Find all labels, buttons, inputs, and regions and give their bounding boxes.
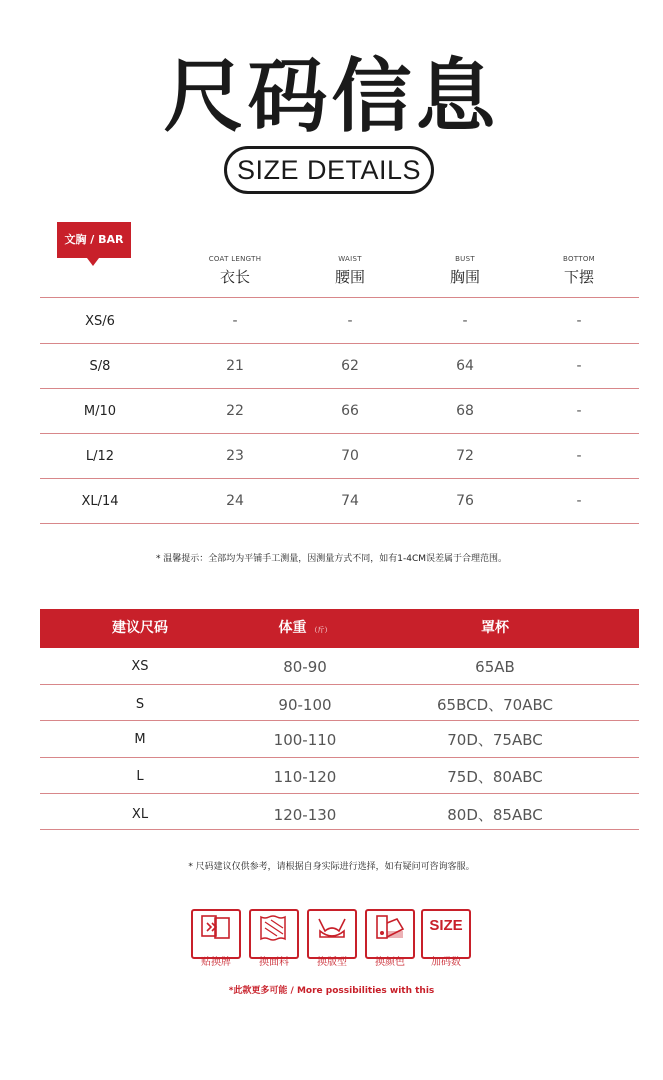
header-bust bbox=[410, 255, 520, 287]
size-cell: XS/6 bbox=[85, 314, 115, 329]
header-en: COAT LENGTH bbox=[208, 255, 262, 263]
size-cell: M bbox=[134, 732, 146, 747]
divider bbox=[40, 297, 639, 298]
table-row bbox=[40, 648, 639, 686]
divider bbox=[40, 829, 639, 830]
weight-cell: 80-90 bbox=[283, 658, 327, 676]
cup-cell: 75D、80ABC bbox=[447, 768, 543, 786]
icon-label: 换面料 bbox=[259, 957, 289, 968]
size-icon-text: SIZE bbox=[429, 917, 463, 934]
header-en: WAIST bbox=[338, 255, 362, 263]
weight-cell: 110-120 bbox=[273, 768, 337, 786]
cup-cell: 65AB bbox=[475, 658, 515, 676]
table-row bbox=[40, 389, 639, 434]
table-row bbox=[40, 479, 639, 524]
cup-cell: 80D、85ABC bbox=[447, 806, 543, 824]
coat-length-cell: 24 bbox=[226, 493, 244, 509]
size-cell: XS bbox=[131, 659, 149, 674]
page-title: 尺码信息 bbox=[163, 50, 500, 143]
size-cell: M/10 bbox=[83, 404, 117, 419]
table-row bbox=[40, 721, 639, 759]
coat-length-cell: 23 bbox=[226, 448, 244, 464]
bottom-cell: - bbox=[576, 403, 582, 419]
weight-cell: 120-130 bbox=[273, 806, 337, 824]
header-cn: 胸围 bbox=[449, 268, 480, 286]
bottom-cell: - bbox=[576, 313, 582, 329]
header-coat-length bbox=[180, 255, 290, 287]
header-cn: 腰围 bbox=[334, 268, 365, 286]
bust-cell: 76 bbox=[456, 493, 474, 509]
bra-style-icon bbox=[307, 909, 357, 959]
fabric-icon bbox=[249, 909, 299, 959]
waist-cell: 66 bbox=[341, 403, 359, 419]
icon-label: 换版型 bbox=[317, 957, 347, 968]
icon-label: 换颜色 bbox=[375, 957, 405, 968]
color-swatch-icon bbox=[365, 909, 415, 959]
coat-length-cell: 21 bbox=[226, 358, 244, 374]
waist-cell: 74 bbox=[341, 493, 359, 509]
waist-cell: 70 bbox=[341, 448, 359, 464]
measurement-note: * 温馨提示：全部均为平铺手工测量，因测量方式不同，如有1-4CM误差属于合理范围。 bbox=[155, 554, 508, 564]
icon-label: 贴换牌 bbox=[201, 957, 231, 968]
swap-tag-icon bbox=[191, 909, 241, 959]
header-weight-unit: （斤） bbox=[310, 626, 332, 634]
header-cup: 罩杯 bbox=[481, 620, 509, 636]
table-row bbox=[40, 758, 639, 796]
header-cn: 下摆 bbox=[563, 268, 594, 286]
header-cn: 衣长 bbox=[219, 268, 250, 286]
size-cell: XL/14 bbox=[81, 494, 119, 509]
waist-cell: - bbox=[347, 313, 353, 329]
table-row bbox=[40, 344, 639, 389]
size-cell: XL bbox=[131, 807, 149, 822]
size-cell: S/8 bbox=[89, 359, 111, 374]
tag-pointer bbox=[87, 258, 99, 266]
header-size: 建议尺码 bbox=[112, 620, 168, 636]
header-weight-label: 体重 bbox=[278, 620, 307, 636]
cup-cell: 65BCD、70ABC bbox=[437, 696, 553, 714]
header-en: BUST bbox=[455, 255, 475, 263]
table-row bbox=[40, 299, 639, 344]
table-row bbox=[40, 434, 639, 479]
table-row bbox=[40, 686, 639, 724]
category-tag: 文胸 / BAR bbox=[57, 222, 131, 258]
bottom-cell: - bbox=[576, 358, 582, 374]
recommendation-header bbox=[40, 609, 639, 648]
header-bottom bbox=[524, 255, 634, 287]
divider bbox=[40, 523, 639, 524]
header-weight bbox=[245, 609, 365, 648]
bust-cell: 64 bbox=[456, 358, 474, 374]
coat-length-cell: 22 bbox=[226, 403, 244, 419]
icon-label: 加码数 bbox=[431, 957, 461, 968]
bust-cell: 68 bbox=[456, 403, 474, 419]
divider bbox=[40, 684, 639, 685]
cup-cell: 70D、75ABC bbox=[447, 731, 543, 749]
weight-cell: 100-110 bbox=[273, 731, 337, 749]
coat-length-cell: - bbox=[232, 313, 238, 329]
size-cell: S bbox=[135, 697, 145, 712]
bottom-cell: - bbox=[576, 493, 582, 509]
size-cell: L/12 bbox=[85, 449, 115, 464]
header-waist bbox=[295, 255, 405, 287]
bust-cell: - bbox=[462, 313, 468, 329]
size-cell: L bbox=[136, 769, 144, 784]
header-en: BOTTOM bbox=[563, 255, 595, 263]
weight-cell: 90-100 bbox=[278, 696, 332, 714]
page-subtitle: SIZE DETAILS bbox=[224, 146, 434, 194]
bottom-cell: - bbox=[576, 448, 582, 464]
size-icon bbox=[421, 909, 471, 959]
footer-note: *此款更多可能 / More possibilities with this bbox=[228, 986, 435, 996]
waist-cell: 62 bbox=[341, 358, 359, 374]
bust-cell: 72 bbox=[456, 448, 474, 464]
size-advice-note: * 尺码建议仅供参考，请根据自身实际进行选择，如有疑问可咨询客服。 bbox=[188, 862, 475, 872]
divider bbox=[40, 793, 639, 794]
